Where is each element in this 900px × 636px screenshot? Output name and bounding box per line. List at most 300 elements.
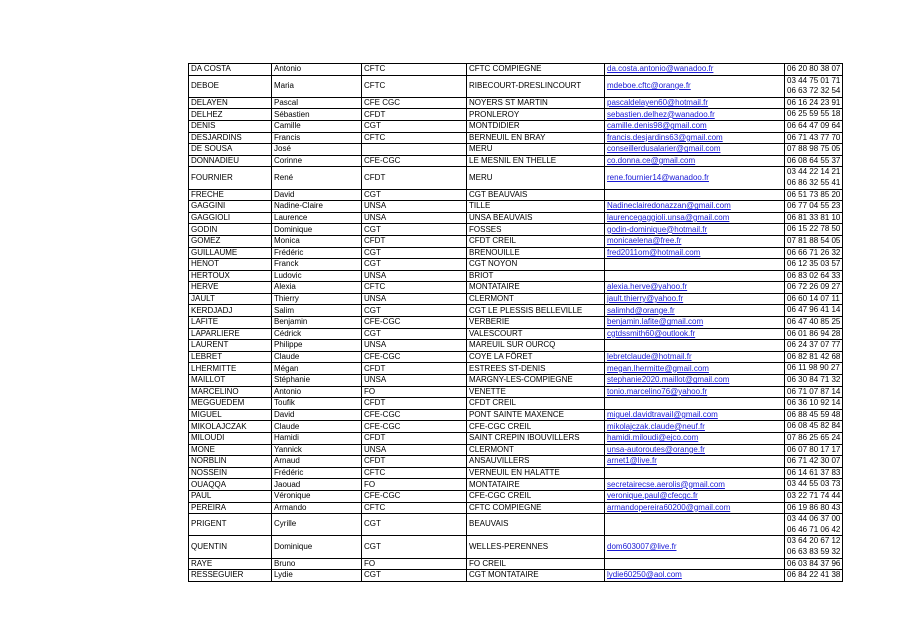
location-cell: VENETTE bbox=[467, 386, 605, 398]
location-cell: CGT NOYON bbox=[467, 259, 605, 271]
union-cell: CGT bbox=[362, 514, 467, 536]
phone-number: 06 84 22 41 38 bbox=[787, 570, 841, 580]
phone-number: 06 12 35 03 57 bbox=[787, 259, 841, 269]
first-name-cell: Laurence bbox=[272, 212, 362, 224]
first-name-cell: Franck bbox=[272, 259, 362, 271]
last-name-cell: FRECHE bbox=[189, 189, 272, 201]
phone-number: 06 63 72 32 54 bbox=[787, 86, 841, 96]
phone-cell bbox=[785, 317, 843, 329]
phone-number: 06 14 61 37 83 bbox=[787, 467, 841, 477]
last-name-cell: RESSEGUIER bbox=[189, 570, 272, 582]
union-cell: CGT bbox=[362, 570, 467, 582]
union-cell bbox=[362, 144, 467, 156]
phone-cell bbox=[785, 305, 843, 317]
phone-number: 06 36 10 92 14 bbox=[787, 398, 841, 408]
location-cell: MARGNY-LES-COMPIEGNE bbox=[467, 375, 605, 387]
email-cell bbox=[605, 155, 785, 167]
phone-number: 06 16 24 23 91 bbox=[787, 97, 841, 107]
email-cell bbox=[605, 456, 785, 468]
union-cell: CFE-CGC bbox=[362, 351, 467, 363]
table-row bbox=[189, 64, 843, 76]
location-cell: CGT BEAUVAIS bbox=[467, 189, 605, 201]
union-cell: CFDT bbox=[362, 363, 467, 375]
location-cell: BRENOUILLE bbox=[467, 247, 605, 259]
first-name-cell: Ludovic bbox=[272, 270, 362, 282]
phone-cell bbox=[785, 270, 843, 282]
phone-number: 03 22 71 74 44 bbox=[787, 490, 841, 500]
union-cell: UNSA bbox=[362, 444, 467, 456]
last-name-cell: NOSSEIN bbox=[189, 467, 272, 479]
first-name-cell: Frédéric bbox=[272, 467, 362, 479]
phone-cell bbox=[785, 224, 843, 236]
location-cell: CFTC COMPIEGNE bbox=[467, 64, 605, 76]
email-link[interactable]: arnet1@live.fr bbox=[607, 456, 657, 466]
phone-number: 06 63 83 59 32 bbox=[787, 546, 841, 556]
phone-number: 06 66 71 26 32 bbox=[787, 247, 841, 257]
phone-number: 07 86 25 65 24 bbox=[787, 433, 841, 442]
phone-number: 06 20 80 38 07 bbox=[787, 64, 841, 73]
union-cell: CGT bbox=[362, 536, 467, 558]
phone-number: 06 88 45 59 48 bbox=[787, 409, 841, 419]
location-cell: RIBECOURT-DRESLINCOURT bbox=[467, 75, 605, 97]
email-cell bbox=[605, 259, 785, 271]
location-cell: LE MESNIL EN THELLE bbox=[467, 155, 605, 167]
table-row bbox=[189, 433, 843, 445]
email-link[interactable]: salimhd@orange.fr bbox=[607, 305, 675, 315]
email-link[interactable]: mdeboe.cftc@orange.fr bbox=[607, 80, 691, 90]
email-link[interactable]: armandopereira60200@gmail.com bbox=[607, 502, 731, 512]
table-row bbox=[189, 467, 843, 479]
first-name-cell: Stéphanie bbox=[272, 375, 362, 387]
phone-number: 06 03 84 37 96 bbox=[787, 558, 841, 568]
table-row bbox=[189, 120, 843, 132]
email-cell bbox=[605, 97, 785, 109]
union-cell: CFE-CGC bbox=[362, 409, 467, 421]
phone-number: 06 19 86 80 43 bbox=[787, 502, 841, 512]
table-row bbox=[189, 558, 843, 570]
location-cell: FO CREIL bbox=[467, 558, 605, 570]
phone-number: 06 47 40 85 25 bbox=[787, 317, 841, 327]
email-cell bbox=[605, 75, 785, 97]
phone-number: 06 01 86 94 28 bbox=[787, 328, 841, 338]
phone-cell bbox=[785, 386, 843, 398]
email-cell bbox=[605, 398, 785, 410]
last-name-cell: MEGGUEDEM bbox=[189, 398, 272, 410]
phone-cell bbox=[785, 558, 843, 570]
union-cell: UNSA bbox=[362, 201, 467, 213]
last-name-cell: GUILLAUME bbox=[189, 247, 272, 259]
last-name-cell: NORBLIN bbox=[189, 456, 272, 468]
last-name-cell: DA COSTA bbox=[189, 64, 272, 76]
email-cell bbox=[605, 514, 785, 536]
union-cell: FO bbox=[362, 479, 467, 491]
location-cell: BERNEUIL EN BRAY bbox=[467, 132, 605, 144]
table-row bbox=[189, 398, 843, 410]
email-cell bbox=[605, 201, 785, 213]
union-cell: CGT bbox=[362, 224, 467, 236]
first-name-cell: Corinne bbox=[272, 155, 362, 167]
union-cell: CFTC bbox=[362, 132, 467, 144]
union-cell: UNSA bbox=[362, 375, 467, 387]
phone-cell bbox=[785, 409, 843, 421]
location-cell: CFDT CREIL bbox=[467, 235, 605, 247]
phone-cell bbox=[785, 212, 843, 224]
first-name-cell: Nadine-Claire bbox=[272, 201, 362, 213]
location-cell: CGT MONTATAIRE bbox=[467, 570, 605, 582]
table-row bbox=[189, 305, 843, 317]
union-cell: FO bbox=[362, 558, 467, 570]
table-row bbox=[189, 201, 843, 213]
email-link[interactable]: mikolajczak.claude@neuf.fr bbox=[607, 421, 705, 431]
email-link[interactable]: camille.denis98@gmail.com bbox=[607, 121, 707, 131]
email-cell bbox=[605, 490, 785, 502]
email-link[interactable]: secretairecse.aerolis@gmail.com bbox=[607, 479, 725, 489]
union-cell: CFTC bbox=[362, 467, 467, 479]
email-link[interactable]: dom603007@live.fr bbox=[607, 541, 677, 551]
union-cell: UNSA bbox=[362, 340, 467, 352]
union-cell: CGT bbox=[362, 120, 467, 132]
table-row bbox=[189, 444, 843, 456]
last-name-cell: OUAQQA bbox=[189, 479, 272, 491]
location-cell: MONTATAIRE bbox=[467, 479, 605, 491]
location-cell: MERU bbox=[467, 144, 605, 156]
union-cell: CGT bbox=[362, 305, 467, 317]
location-cell: VERBERIE bbox=[467, 317, 605, 329]
last-name-cell: GAGGIOLI bbox=[189, 212, 272, 224]
email-link[interactable]: laurencegaggioli.unsa@gmail.com bbox=[607, 212, 730, 222]
first-name-cell: David bbox=[272, 409, 362, 421]
last-name-cell: GOMEZ bbox=[189, 235, 272, 247]
email-cell bbox=[605, 120, 785, 132]
email-cell bbox=[605, 189, 785, 201]
email-cell bbox=[605, 421, 785, 433]
union-cell: CGT bbox=[362, 247, 467, 259]
first-name-cell: Toufik bbox=[272, 398, 362, 410]
first-name-cell: Cédrick bbox=[272, 328, 362, 340]
email-link[interactable]: miguel.davidtravail@gmail.com bbox=[607, 410, 718, 419]
phone-number: 06 25 59 55 18 bbox=[787, 109, 841, 119]
email-link[interactable]: da.costa.antonio@wanadoo.fr bbox=[607, 64, 714, 74]
union-cell: CGT bbox=[362, 259, 467, 271]
phone-cell bbox=[785, 340, 843, 352]
first-name-cell: David bbox=[272, 189, 362, 201]
first-name-cell: José bbox=[272, 144, 362, 156]
location-cell: CFDT CREIL bbox=[467, 398, 605, 410]
last-name-cell: LAPARLIERE bbox=[189, 328, 272, 340]
table-row bbox=[189, 97, 843, 109]
email-cell bbox=[605, 282, 785, 294]
first-name-cell: Benjamin bbox=[272, 317, 362, 329]
table-row bbox=[189, 247, 843, 259]
first-name-cell: Arnaud bbox=[272, 456, 362, 468]
phone-number: 03 44 22 14 21 bbox=[787, 167, 841, 177]
phone-cell bbox=[785, 363, 843, 375]
phone-number: 06 71 43 77 70 bbox=[787, 132, 841, 142]
location-cell: MERU bbox=[467, 167, 605, 189]
last-name-cell: DESJARDINS bbox=[189, 132, 272, 144]
email-link[interactable]: sebastien.delhez@wanadoo.fr bbox=[607, 109, 715, 119]
email-link[interactable]: lydie60250@aol.com bbox=[607, 570, 682, 580]
phone-number: 06 08 64 55 37 bbox=[787, 155, 841, 165]
phone-cell bbox=[785, 132, 843, 144]
phone-number: 06 07 80 17 17 bbox=[787, 444, 841, 454]
email-cell bbox=[605, 433, 785, 445]
email-cell bbox=[605, 109, 785, 121]
location-cell: CLERMONT bbox=[467, 444, 605, 456]
email-link[interactable]: jault.thierry@yahoo.fr bbox=[607, 294, 684, 304]
email-link[interactable]: conseillerdusalarier@gmail.com bbox=[607, 144, 721, 154]
first-name-cell: Yannick bbox=[272, 444, 362, 456]
location-cell: NOYERS ST MARTIN bbox=[467, 97, 605, 109]
email-link[interactable]: veronique.paul@cfecgc.fr bbox=[607, 491, 698, 501]
table-row bbox=[189, 132, 843, 144]
phone-number: 06 64 47 09 64 bbox=[787, 120, 841, 130]
phone-number: 06 30 84 71 32 bbox=[787, 375, 841, 385]
table-row bbox=[189, 293, 843, 305]
last-name-cell: RAYE bbox=[189, 558, 272, 570]
first-name-cell: Monica bbox=[272, 235, 362, 247]
union-cell: CFDT bbox=[362, 167, 467, 189]
phone-number: 06 72 26 09 27 bbox=[787, 282, 841, 292]
first-name-cell: Philippe bbox=[272, 340, 362, 352]
phone-cell bbox=[785, 398, 843, 410]
location-cell: MAREUIL SUR OURCQ bbox=[467, 340, 605, 352]
phone-cell bbox=[785, 570, 843, 582]
union-cell: CFTC bbox=[362, 282, 467, 294]
phone-cell bbox=[785, 201, 843, 213]
phone-cell bbox=[785, 351, 843, 363]
phone-cell bbox=[785, 514, 843, 536]
location-cell: MONTATAIRE bbox=[467, 282, 605, 294]
union-cell: CGT bbox=[362, 189, 467, 201]
email-link[interactable]: francis.desjardins63@gmail.com bbox=[607, 132, 723, 142]
table-row bbox=[189, 235, 843, 247]
phone-number: 06 83 02 64 33 bbox=[787, 270, 841, 280]
email-link[interactable]: megan.lhermitte@gmail.com bbox=[607, 363, 709, 373]
email-link[interactable]: tonio.marcelino76@yahoo.fr bbox=[607, 386, 708, 396]
location-cell: CFE-CGC CREIL bbox=[467, 421, 605, 433]
last-name-cell: DENIS bbox=[189, 120, 272, 132]
table-row bbox=[189, 75, 843, 97]
last-name-cell: LAFITE bbox=[189, 317, 272, 329]
phone-number: 06 71 42 30 07 bbox=[787, 456, 841, 466]
phone-cell bbox=[785, 479, 843, 491]
last-name-cell: MIGUEL bbox=[189, 409, 272, 421]
email-cell bbox=[605, 224, 785, 236]
email-link[interactable]: monicaelena@free.fr bbox=[607, 236, 682, 246]
email-cell bbox=[605, 444, 785, 456]
phone-cell bbox=[785, 64, 843, 76]
email-link[interactable]: co.donna.ce@gmail.com bbox=[607, 155, 696, 165]
phone-cell bbox=[785, 293, 843, 305]
first-name-cell: Bruno bbox=[272, 558, 362, 570]
phone-cell bbox=[785, 259, 843, 271]
phone-number: 06 77 04 55 23 bbox=[787, 201, 841, 211]
first-name-cell: Jaouad bbox=[272, 479, 362, 491]
first-name-cell: Antonio bbox=[272, 386, 362, 398]
last-name-cell: DONNADIEU bbox=[189, 155, 272, 167]
phone-cell bbox=[785, 375, 843, 387]
last-name-cell: JAULT bbox=[189, 293, 272, 305]
location-cell: CFTC COMPIEGNE bbox=[467, 502, 605, 514]
table-row bbox=[189, 155, 843, 167]
union-cell: CFE-CGC bbox=[362, 421, 467, 433]
phone-number: 06 82 81 42 68 bbox=[787, 351, 841, 361]
table-row bbox=[189, 212, 843, 224]
phone-cell bbox=[785, 144, 843, 156]
first-name-cell: Maria bbox=[272, 75, 362, 97]
union-cell: CGT bbox=[362, 328, 467, 340]
location-cell: TILLE bbox=[467, 201, 605, 213]
table-row bbox=[189, 570, 843, 582]
email-link[interactable]: stephanie2020.maillot@gmail.com bbox=[607, 375, 730, 385]
location-cell: MONTDIDIER bbox=[467, 120, 605, 132]
table-row bbox=[189, 514, 843, 536]
phone-cell bbox=[785, 97, 843, 109]
phone-cell bbox=[785, 75, 843, 97]
last-name-cell: HERTOUX bbox=[189, 270, 272, 282]
union-cell: CFTC bbox=[362, 502, 467, 514]
last-name-cell: GODIN bbox=[189, 224, 272, 236]
table-row bbox=[189, 144, 843, 156]
first-name-cell: Mégan bbox=[272, 363, 362, 375]
phone-number: 06 11 98 90 27 bbox=[787, 363, 840, 373]
email-cell bbox=[605, 375, 785, 387]
phone-cell bbox=[785, 328, 843, 340]
last-name-cell: LAURENT bbox=[189, 340, 272, 352]
email-link[interactable]: rene.fournier14@wanadoo.fr bbox=[607, 172, 709, 182]
email-link[interactable]: unsa-autoroutes@orange.fr bbox=[607, 444, 705, 454]
location-cell: CFE-CGC CREIL bbox=[467, 490, 605, 502]
first-name-cell: Claude bbox=[272, 351, 362, 363]
phone-cell bbox=[785, 247, 843, 259]
first-name-cell: Pascal bbox=[272, 97, 362, 109]
first-name-cell: Dominique bbox=[272, 224, 362, 236]
last-name-cell: PEREIRA bbox=[189, 502, 272, 514]
phone-cell bbox=[785, 467, 843, 479]
first-name-cell: Dominique bbox=[272, 536, 362, 558]
first-name-cell: Alexia bbox=[272, 282, 362, 294]
email-link[interactable]: alexia.herve@yahoo.fr bbox=[607, 282, 688, 292]
phone-cell bbox=[785, 109, 843, 121]
email-link[interactable]: fred2011om@hotmail.com bbox=[607, 247, 701, 257]
union-cell: CFE-CGC bbox=[362, 490, 467, 502]
phone-number: 03 44 55 03 73 bbox=[787, 479, 841, 489]
table-row bbox=[189, 109, 843, 121]
union-cell: CFTC bbox=[362, 75, 467, 97]
first-name-cell: Claude bbox=[272, 421, 362, 433]
email-link[interactable]: lebretclaude@hotmail.fr bbox=[607, 352, 692, 362]
email-cell bbox=[605, 558, 785, 570]
first-name-cell: Camille bbox=[272, 120, 362, 132]
phone-number: 07 88 98 75 05 bbox=[787, 144, 841, 154]
union-cell: CFE-CGC bbox=[362, 155, 467, 167]
contact-table bbox=[188, 63, 843, 582]
email-cell bbox=[605, 167, 785, 189]
first-name-cell: Lydie bbox=[272, 570, 362, 582]
email-cell bbox=[605, 409, 785, 421]
location-cell: CLERMONT bbox=[467, 293, 605, 305]
email-cell bbox=[605, 340, 785, 352]
email-link[interactable]: pascaldelayen60@hotmail.fr bbox=[607, 97, 709, 107]
phone-cell bbox=[785, 167, 843, 189]
last-name-cell: HENOT bbox=[189, 259, 272, 271]
last-name-cell: MAILLOT bbox=[189, 375, 272, 387]
email-cell bbox=[605, 305, 785, 317]
table-row bbox=[189, 189, 843, 201]
phone-number: 06 15 22 78 50 bbox=[787, 224, 841, 234]
union-cell: UNSA bbox=[362, 293, 467, 305]
table-row bbox=[189, 409, 843, 421]
union-cell: UNSA bbox=[362, 212, 467, 224]
union-cell: CFDT bbox=[362, 235, 467, 247]
phone-number: 06 47 96 41 14 bbox=[787, 305, 841, 315]
phone-cell bbox=[785, 444, 843, 456]
first-name-cell: Thierry bbox=[272, 293, 362, 305]
table-row bbox=[189, 259, 843, 271]
phone-number: 06 24 37 07 77 bbox=[787, 340, 841, 350]
table-row bbox=[189, 340, 843, 352]
email-link[interactable]: cgtdssmith60@outlook.fr bbox=[607, 328, 696, 338]
first-name-cell: Armando bbox=[272, 502, 362, 514]
location-cell: SAINT CREPIN IBOUVILLERS bbox=[467, 433, 605, 445]
first-name-cell: Salim bbox=[272, 305, 362, 317]
location-cell: WELLES-PERENNES bbox=[467, 536, 605, 558]
last-name-cell: QUENTIN bbox=[189, 536, 272, 558]
location-cell: BEAUVAIS bbox=[467, 514, 605, 536]
union-cell: CFE CGC bbox=[362, 97, 467, 109]
email-cell bbox=[605, 467, 785, 479]
union-cell: UNSA bbox=[362, 270, 467, 282]
last-name-cell: PAUL bbox=[189, 490, 272, 502]
last-name-cell: HERVE bbox=[189, 282, 272, 294]
last-name-cell: DELAYEN bbox=[189, 97, 272, 109]
email-cell bbox=[605, 144, 785, 156]
table-row bbox=[189, 167, 843, 189]
last-name-cell: PRIGENT bbox=[189, 514, 272, 536]
last-name-cell: KERDJADJ bbox=[189, 305, 272, 317]
union-cell: CFDT bbox=[362, 109, 467, 121]
phone-cell bbox=[785, 433, 843, 445]
last-name-cell: DE SOUSA bbox=[189, 144, 272, 156]
table-row bbox=[189, 375, 843, 387]
first-name-cell: Hamidi bbox=[272, 433, 362, 445]
email-link[interactable]: Nadineclairedonazzan@gmail.com bbox=[607, 201, 731, 211]
last-name-cell: LEBRET bbox=[189, 351, 272, 363]
email-link[interactable]: hamidi.miloudi@ejco.com bbox=[607, 433, 699, 443]
location-cell: BRIOT bbox=[467, 270, 605, 282]
email-cell bbox=[605, 536, 785, 558]
last-name-cell: DELHEZ bbox=[189, 109, 272, 121]
phone-number: 06 51 73 85 20 bbox=[787, 189, 841, 199]
first-name-cell: Véronique bbox=[272, 490, 362, 502]
table-row bbox=[189, 479, 843, 491]
email-cell bbox=[605, 235, 785, 247]
first-name-cell: Frédéric bbox=[272, 247, 362, 259]
email-cell bbox=[605, 328, 785, 340]
email-cell bbox=[605, 132, 785, 144]
phone-cell bbox=[785, 282, 843, 294]
last-name-cell: MONE bbox=[189, 444, 272, 456]
union-cell: CFE-CGC bbox=[362, 317, 467, 329]
email-link[interactable]: godin-dominique@hotmail.fr bbox=[607, 224, 708, 234]
table-row bbox=[189, 282, 843, 294]
phone-number: 06 46 71 06 42 bbox=[787, 524, 841, 534]
email-link[interactable]: benjamin.lafite@gmail.com bbox=[607, 317, 704, 327]
phone-number: 03 44 75 01 71 bbox=[787, 75, 841, 85]
location-cell: FOSSES bbox=[467, 224, 605, 236]
phone-number: 03 64 20 67 12 bbox=[787, 536, 841, 546]
